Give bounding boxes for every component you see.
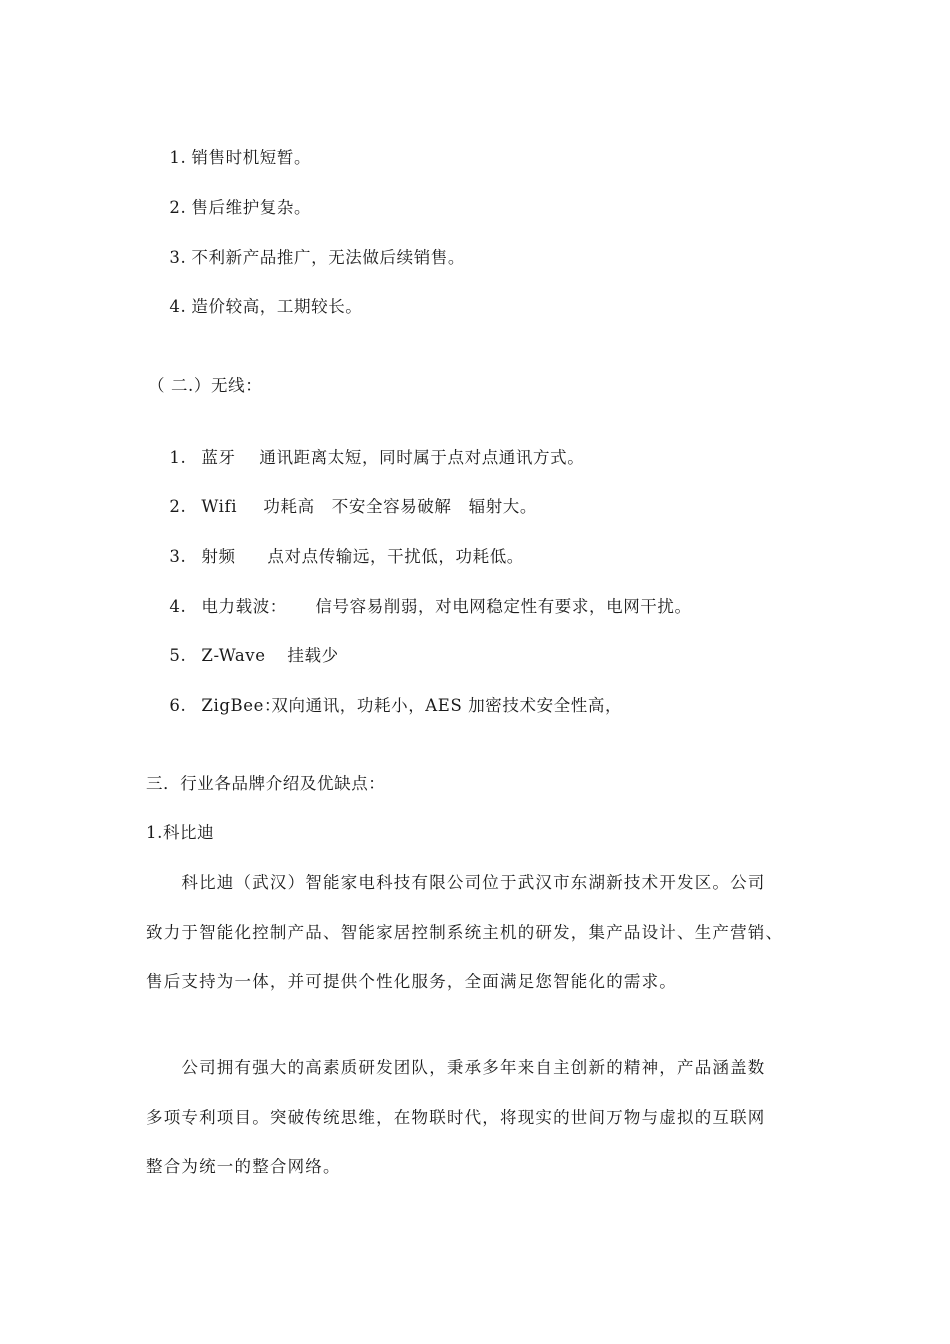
list-term: 射频 [201, 547, 236, 566]
list-number: 6. [169, 696, 187, 715]
list-term: 电力载波： [201, 597, 287, 616]
paragraph [146, 872, 808, 992]
list-term: 蓝牙 [201, 448, 236, 467]
list-number: 1. [169, 448, 187, 467]
list-number: 3. [169, 547, 187, 566]
list-text: 不利新产品推广，无法做后续销售。 [191, 248, 465, 267]
list-text: 售后维护复杂。 [191, 198, 312, 217]
list-text: 功耗高 不安全容易破解 辐射大。 [263, 497, 537, 516]
list-number: 4. [169, 297, 187, 316]
list-number: 4. [169, 597, 187, 616]
list-number: 5. [169, 646, 187, 665]
paragraph-line: 致力于智能化控制产品、智能家居控制系统主机的研发，集产品设计、生产营销、 [146, 923, 784, 942]
paragraph [146, 1057, 808, 1177]
paragraph-line: 整合为统一的整合网络。 [146, 1157, 341, 1176]
list-text: 通讯距离太短，同时属于点对点通讯方式。 [259, 448, 585, 467]
list-text: 挂载少 [287, 646, 339, 665]
list-text: 销售时机短暂。 [191, 148, 312, 167]
list-text: 信号容易削弱，对电网稳定性有要求，电网干扰。 [315, 597, 692, 616]
paragraph-line: 售后支持为一体，并可提供个性化服务，全面满足您智能化的需求。 [146, 972, 677, 991]
list-number: 3. [169, 248, 187, 267]
list-term: Wifi [201, 497, 238, 516]
list-number: 1. [169, 148, 187, 167]
paragraph-line: 公司拥有强大的高素质研发团队，秉承多年来自主创新的精神，产品涵盖数 [146, 1058, 766, 1077]
brand-title: 1.科比迪 [146, 823, 215, 842]
list-term: ZigBee： [201, 696, 282, 715]
list-item [146, 673, 622, 739]
list-text: 造价较高，工期较长。 [191, 297, 363, 316]
paragraph-line: 科比迪（武汉）智能家电科技有限公司位于武汉市东湖新技术开发区。公司 [146, 873, 766, 892]
paragraph-line: 多项专利项目。突破传统思维，在物联时代，将现实的世间万物与虚拟的互联网 [146, 1108, 766, 1127]
list-number: 2. [169, 497, 187, 516]
list-item [146, 274, 362, 340]
section-heading-wireless: （ 二.）无线： [148, 376, 263, 395]
list-term: Z-Wave [201, 646, 266, 665]
list-number: 2. [169, 198, 187, 217]
list-text: 点对点传输远，干扰低，功耗低。 [267, 547, 524, 566]
section-heading-brands: 三．行业各品牌介绍及优缺点： [146, 774, 386, 793]
list-text: 双向通讯，功耗小，AES 加密技术安全性高， [271, 696, 623, 715]
